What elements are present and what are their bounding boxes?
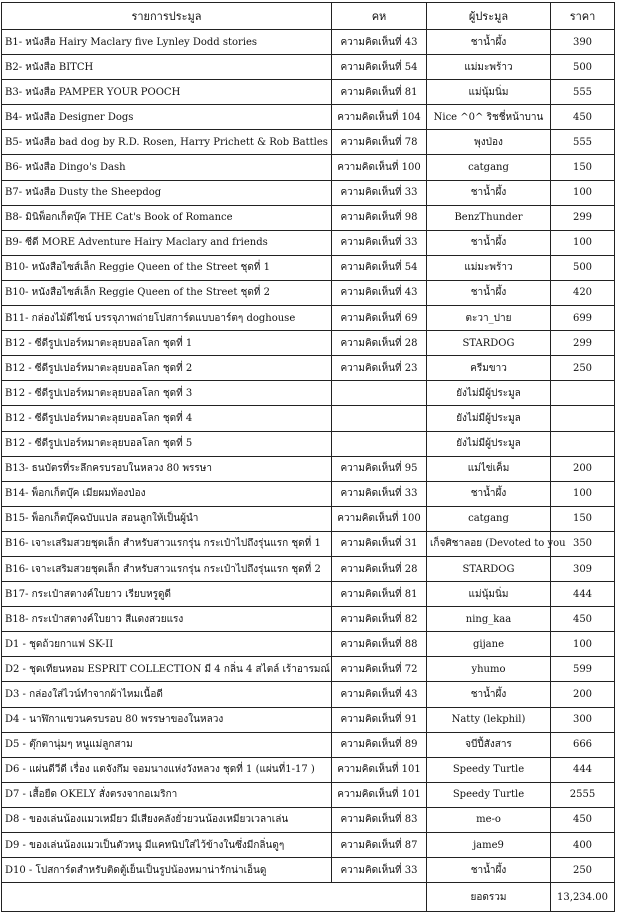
auction-table (1, 2, 615, 912)
comment-cell: ความคิดเห็นที่ 33 (332, 858, 427, 883)
price-cell: 450 (551, 607, 615, 632)
comment-cell: ความคิดเห็นที่ 101 (332, 757, 427, 782)
comment-cell: ความคิดเห็นที่ 81 (332, 582, 427, 607)
comment-cell: ความคิดเห็นที่ 91 (332, 707, 427, 732)
table-row (2, 757, 615, 782)
item-cell: B10- หนังสือไซส์เล็ก Reggie Queen of the Street ชุดที่ 1 (2, 255, 332, 280)
table-row (2, 381, 615, 406)
winner-cell: ตะวา_ปาย (427, 306, 551, 331)
winner-cell: ชาน้ำผึ้ง (427, 682, 551, 707)
comment-cell: ความคิดเห็นที่ 31 (332, 531, 427, 556)
table-row (2, 105, 615, 130)
price-cell: 500 (551, 55, 615, 80)
price-cell: 250 (551, 356, 615, 381)
table-row (2, 255, 615, 280)
table-row (2, 230, 615, 255)
price-cell: 444 (551, 582, 615, 607)
item-cell: B14- พ็อกเก็ตบุ๊ค เมียผมท้องป่อง (2, 481, 332, 506)
item-cell: B5- หนังสือ bad dog by R.D. Rosen, Harry Prichett & Rob Battles (2, 130, 332, 155)
table-row (2, 130, 615, 155)
price-cell (551, 381, 615, 406)
price-cell: 450 (551, 807, 615, 832)
item-cell: B7- หนังสือ Dusty the Sheepdog (2, 180, 332, 205)
comment-cell: ความคิดเห็นที่ 100 (332, 155, 427, 180)
item-cell: B1- หนังสือ Hairy Maclary five Lynley Dodd stories (2, 30, 332, 55)
item-cell: D5 - ตุ๊กตานุ่มๆ หนูแม่ลูกสาม (2, 732, 332, 757)
comment-cell: ความคิดเห็นที่ 28 (332, 331, 427, 356)
table-row (2, 406, 615, 431)
item-cell: B11- กล่องไม้ดีไซน์ บรรจุภาพถ่ายโปสการ์ดแบบอาร์ตๆ doghouse (2, 306, 332, 331)
item-cell: B17- กระเป๋าสตางค์ใบยาว เรียบหรูดูดี (2, 582, 332, 607)
winner-cell: ยังไม่มีผู้ประมูล (427, 406, 551, 431)
table-row (2, 782, 615, 807)
table-row (2, 30, 615, 55)
price-cell: 400 (551, 833, 615, 858)
table-row (2, 531, 615, 556)
price-cell: 100 (551, 481, 615, 506)
comment-cell: ความคิดเห็นที่ 54 (332, 55, 427, 80)
price-cell: 250 (551, 858, 615, 883)
table-row (2, 732, 615, 757)
price-cell: 555 (551, 80, 615, 105)
comment-cell: ความคิดเห็นที่ 23 (332, 356, 427, 381)
price-cell: 500 (551, 255, 615, 280)
price-cell: 555 (551, 130, 615, 155)
comment-cell: ความคิดเห็นที่ 101 (332, 782, 427, 807)
header-comment: คห (332, 3, 427, 30)
item-cell: D7 - เสื้อยืด OKELY สั่งตรงจากอเมริกา (2, 782, 332, 807)
header-item: รายการประมูล (2, 3, 332, 30)
winner-cell: me-o (427, 807, 551, 832)
comment-cell: ความคิดเห็นที่ 104 (332, 105, 427, 130)
winner-cell: ชาน้ำผึ้ง (427, 230, 551, 255)
total-blank (2, 883, 427, 912)
table-row (2, 280, 615, 305)
price-cell: 100 (551, 230, 615, 255)
table-row (2, 205, 615, 230)
price-cell: 390 (551, 30, 615, 55)
item-cell: B8- มินิพ็อกเก็ตบุ๊ค THE Cat's Book of Romance (2, 205, 332, 230)
winner-cell: ครีมขาว (427, 356, 551, 381)
winner-cell: ยังไม่มีผู้ประมูล (427, 381, 551, 406)
price-cell: 699 (551, 306, 615, 331)
winner-cell: ning_kaa (427, 607, 551, 632)
price-cell: 599 (551, 657, 615, 682)
total-label: ยอดรวม (427, 883, 551, 912)
item-cell: B4- หนังสือ Designer Dogs (2, 105, 332, 130)
item-cell: B12 - ซีดีรูปเปอร์หมาตะลุยบอลโลก ชุดที่ 1 (2, 331, 332, 356)
winner-cell: ชาน้ำผึ้ง (427, 481, 551, 506)
winner-cell: จบีปี้สังสาร (427, 732, 551, 757)
price-cell: 300 (551, 707, 615, 732)
table-row (2, 632, 615, 657)
item-cell: B9- ซีดี MORE Adventure Hairy Maclary and friends (2, 230, 332, 255)
table-row (2, 682, 615, 707)
item-cell: D8 - ของเล่นน้องแมวเหมียว มีเสียงคลังยั่วยวนน้องเหมียวเวลาเล่น (2, 807, 332, 832)
comment-cell: ความคิดเห็นที่ 87 (332, 833, 427, 858)
item-cell: D4 - นาฬิกาแขวนครบรอบ 80 พรรษาของในหลวง (2, 707, 332, 732)
comment-cell: ความคิดเห็นที่ 72 (332, 657, 427, 682)
table-row (2, 582, 615, 607)
item-cell: B12 - ซีดีรูปเปอร์หมาตะลุยบอลโลก ชุดที่ 3 (2, 381, 332, 406)
item-cell: B12 - ซีดีรูปเปอร์หมาตะลุยบอลโลก ชุดที่ 4 (2, 406, 332, 431)
price-cell: 299 (551, 205, 615, 230)
table-row (2, 356, 615, 381)
table-row (2, 657, 615, 682)
item-cell: B6- หนังสือ Dingo's Dash (2, 155, 332, 180)
item-cell: D9 - ของเล่นน้องแมวเป็นตัวหนู มีแคทนิปใส่ไว้ข้างในซึ่งมีกลิ่นดูๆ (2, 833, 332, 858)
winner-cell: Nice ^0^ ริชชี่หน้าบาน (427, 105, 551, 130)
price-cell: 444 (551, 757, 615, 782)
table-row (2, 707, 615, 732)
price-cell: 150 (551, 506, 615, 531)
price-cell: 150 (551, 155, 615, 180)
table-row (2, 481, 615, 506)
winner-cell: catgang (427, 506, 551, 531)
winner-cell: เก็จศิชาลอย (Devoted to you (427, 531, 551, 556)
comment-cell: ความคิดเห็นที่ 54 (332, 255, 427, 280)
item-cell: B10- หนังสือไซส์เล็ก Reggie Queen of the Street ชุดที่ 2 (2, 280, 332, 305)
price-cell: 350 (551, 531, 615, 556)
winner-cell: แม่มะพร้าว (427, 255, 551, 280)
winner-cell: STARDOG (427, 331, 551, 356)
table-row (2, 55, 615, 80)
winner-cell: ชาน้ำผึ้ง (427, 858, 551, 883)
winner-cell: jame9 (427, 833, 551, 858)
comment-cell: ความคิดเห็นที่ 88 (332, 632, 427, 657)
winner-cell: ยังไม่มีผู้ประมูล (427, 431, 551, 456)
item-cell: B3- หนังสือ PAMPER YOUR POOCH (2, 80, 332, 105)
table-row (2, 506, 615, 531)
winner-cell: พุงป่อง (427, 130, 551, 155)
winner-cell: แม่นุ้มนิ่ม (427, 80, 551, 105)
header-price: ราคา (551, 3, 615, 30)
table-row (2, 306, 615, 331)
comment-cell: ความคิดเห็นที่ 82 (332, 607, 427, 632)
item-cell: B13- ธนบัตรที่ระลึกครบรอบในหลวง 80 พรรษา (2, 456, 332, 481)
table-row (2, 80, 615, 105)
item-cell: D10 - โปสการ์ดสำหรับติดตู้เย็นเป็นรูปน้องหมาน่ารักน่าเอ็นดู (2, 858, 332, 883)
item-cell: B2- หนังสือ BITCH (2, 55, 332, 80)
table-row (2, 456, 615, 481)
table-row (2, 833, 615, 858)
item-cell: B12 - ซีดีรูปเปอร์หมาตะลุยบอลโลก ชุดที่ 2 (2, 356, 332, 381)
winner-cell: แม่นุ้มนิ่ม (427, 582, 551, 607)
price-cell: 420 (551, 280, 615, 305)
comment-cell: ความคิดเห็นที่ 69 (332, 306, 427, 331)
comment-cell: ความคิดเห็นที่ 78 (332, 130, 427, 155)
comment-cell: ความคิดเห็นที่ 81 (332, 80, 427, 105)
price-cell: 450 (551, 105, 615, 130)
winner-cell: ชาน้ำผึ้ง (427, 180, 551, 205)
comment-cell (332, 406, 427, 431)
comment-cell: ความคิดเห็นที่ 43 (332, 30, 427, 55)
table-row (2, 155, 615, 180)
table-row (2, 807, 615, 832)
comment-cell: ความคิดเห็นที่ 28 (332, 556, 427, 581)
item-cell: B18- กระเป๋าสตางค์ใบยาว สีแดงสวยแรง (2, 607, 332, 632)
table-row (2, 431, 615, 456)
winner-cell: yhumo (427, 657, 551, 682)
winner-cell: ชาน้ำผึ้ง (427, 30, 551, 55)
comment-cell: ความคิดเห็นที่ 33 (332, 481, 427, 506)
table-row (2, 858, 615, 883)
header-row (2, 3, 615, 30)
winner-cell: Natty (lekphil) (427, 707, 551, 732)
price-cell (551, 431, 615, 456)
item-cell: B16- เจาะเสริมสวยชุดเล็ก สำหรับสาวแรกรุ่น กระเป๋าไปถึงรุ่นแรก ชุดที่ 2 (2, 556, 332, 581)
winner-cell: ชาน้ำผึ้ง (427, 280, 551, 305)
comment-cell (332, 431, 427, 456)
comment-cell: ความคิดเห็นที่ 100 (332, 506, 427, 531)
comment-cell: ความคิดเห็นที่ 83 (332, 807, 427, 832)
comment-cell: ความคิดเห็นที่ 43 (332, 682, 427, 707)
price-cell: 666 (551, 732, 615, 757)
item-cell: B16- เจาะเสริมสวยชุดเล็ก สำหรับสาวแรกรุ่น กระเป๋าไปถึงรุ่นแรก ชุดที่ 1 (2, 531, 332, 556)
winner-cell: catgang (427, 155, 551, 180)
table-row (2, 331, 615, 356)
table-row (2, 180, 615, 205)
total-row (2, 883, 615, 912)
price-cell: 200 (551, 682, 615, 707)
winner-cell: gijane (427, 632, 551, 657)
winner-cell: แม่ไข่เค็ม (427, 456, 551, 481)
item-cell: B12 - ซีดีรูปเปอร์หมาตะลุยบอลโลก ชุดที่ 5 (2, 431, 332, 456)
table-row (2, 556, 615, 581)
comment-cell (332, 381, 427, 406)
price-cell: 200 (551, 456, 615, 481)
price-cell: 2555 (551, 782, 615, 807)
item-cell: D3 - กล่องใส่ไวน์ทำจากผ้าไหมเนื้อดี (2, 682, 332, 707)
price-cell: 100 (551, 632, 615, 657)
comment-cell: ความคิดเห็นที่ 89 (332, 732, 427, 757)
comment-cell: ความคิดเห็นที่ 98 (332, 205, 427, 230)
item-cell: D2 - ชุดเทียนหอม ESPRIT COLLECTION มี 4 กลิ่น 4 สไตล์ เร้าอารมณ์ (2, 657, 332, 682)
winner-cell: STARDOG (427, 556, 551, 581)
price-cell: 309 (551, 556, 615, 581)
item-cell: D6 - แผ่นดีวีดี เรื่อง แดจังกึม จอมนางแห่งวังหลวง ชุดที่ 1 (แผ่นที่1-17 ) (2, 757, 332, 782)
total-value: 13,234.00 (551, 883, 615, 912)
comment-cell: ความคิดเห็นที่ 33 (332, 180, 427, 205)
winner-cell: Speedy Turtle (427, 782, 551, 807)
price-cell: 299 (551, 331, 615, 356)
table-row (2, 607, 615, 632)
item-cell: D1 - ชุดถ้วยกาแฟ SK-II (2, 632, 332, 657)
winner-cell: BenzThunder (427, 205, 551, 230)
winner-cell: แม่มะพร้าว (427, 55, 551, 80)
winner-cell: Speedy Turtle (427, 757, 551, 782)
comment-cell: ความคิดเห็นที่ 33 (332, 230, 427, 255)
comment-cell: ความคิดเห็นที่ 95 (332, 456, 427, 481)
comment-cell: ความคิดเห็นที่ 43 (332, 280, 427, 305)
header-winner: ผู้ประมูล (427, 3, 551, 30)
item-cell: B15- พ็อกเก็ตบุ๊คฉบับแปล สอนลูกให้เป็นผู้นำ (2, 506, 332, 531)
price-cell (551, 406, 615, 431)
price-cell: 100 (551, 180, 615, 205)
